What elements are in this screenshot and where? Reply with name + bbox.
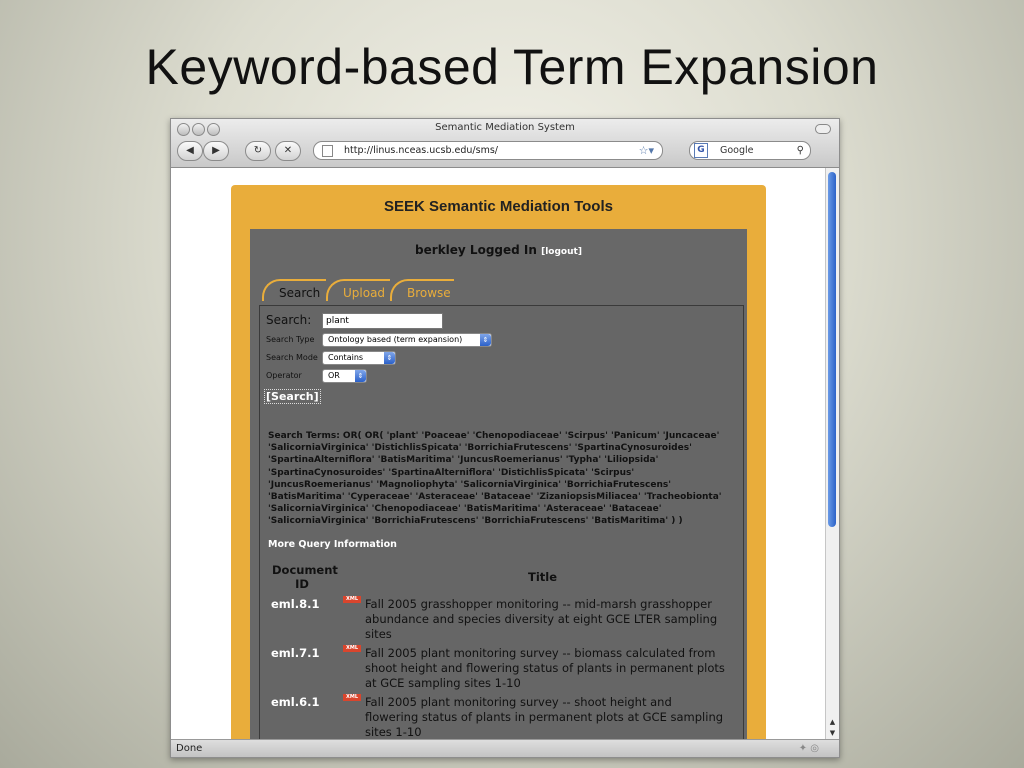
tab-bar	[262, 279, 482, 304]
back-arrow-icon: ◀	[186, 145, 194, 156]
search-mode-select[interactable]	[322, 351, 396, 365]
url-bar[interactable]	[313, 141, 663, 160]
search-button[interactable]: [Search]	[266, 390, 319, 403]
toolbar-toggle-button[interactable]	[815, 124, 831, 134]
search-input[interactable]: plant	[322, 313, 443, 329]
tab-upload[interactable]	[326, 279, 390, 302]
tab-browse-label: Browse	[407, 286, 451, 300]
result-title-link[interactable]: Fall 2005 plant monitoring survey -- shoot height and flowering status of plants in permanent plots at GCE sampling sites 1-10	[365, 695, 724, 739]
google-icon[interactable]: G	[694, 143, 708, 158]
status-text: Done	[176, 743, 203, 754]
search-mode-label: Search Mode	[266, 353, 318, 362]
scroll-up-arrow-icon[interactable]: ▲	[829, 718, 836, 726]
select-arrows-icon: ⇕	[355, 370, 366, 382]
forward-arrow-icon: ▶	[212, 145, 220, 156]
search-label: Search:	[266, 313, 312, 327]
operator-label: Operator	[266, 371, 302, 380]
magnifier-icon[interactable]: ⚲	[796, 145, 804, 156]
xml-badge-icon[interactable]: XML	[343, 694, 361, 701]
search-type-label: Search Type	[266, 335, 315, 344]
forward-button[interactable]	[203, 141, 229, 161]
scroll-thumb[interactable]	[828, 172, 836, 527]
search-terms-text: Search Terms: OR( OR( 'plant' 'Poaceae' 'Chenopodiaceae' 'Scirpus' 'Panicum' 'Juncaceae' 'SalicorniaVirginica' 'DistichlisSpicata' 'BorrichiaFrutescens' 'SpartinaCynosuroides' 'SpartinaAlterniflora' 'BatisMaritima' 'JuncusRoemerianus' 'Typha' 'Liliopsida' 'SpartinaCynosuroides' 'SpartinaAlterniflora' 'DistichlisSpicata' 'Scirpus' 'JuncusRoemerianus' 'Magnoliophyta' 'SalicorniaVirginica' 'BorrichiaFrutescens' 'BatisMaritima' 'Cyperaceae' 'Asteraceae' 'Bataceae' 'ZizaniopsisMiliacea' 'Tracheobionta' 'SalicorniaVirginica' 'Chenopodiaceae' 'BatisMaritima' 'Asteraceae' 'Bataceae' 'SalicorniaVirginica' 'BorrichiaFrutescens' 'BorrichiaFrutescens' 'BatisMaritima' ) )	[268, 431, 722, 527]
select-arrows-icon: ⇕	[480, 334, 491, 346]
doc-id-link[interactable]: eml.7.1	[271, 646, 320, 660]
search-panel	[259, 305, 744, 740]
page-icon	[322, 145, 333, 157]
stop-button[interactable]	[275, 141, 301, 161]
operator-value: OR	[328, 371, 340, 380]
scroll-down-arrow-icon[interactable]: ▼	[829, 729, 836, 737]
sms-page	[231, 185, 766, 740]
status-bar	[171, 739, 839, 757]
url-text: http://linus.nceas.ucsb.edu/sms/	[344, 145, 498, 156]
search-mode-value: Contains	[328, 353, 364, 362]
page-title: SEEK Semantic Mediation Tools	[384, 198, 613, 215]
browser-toolbar	[171, 119, 839, 168]
more-query-info-link[interactable]: More Query Information	[268, 539, 397, 550]
doc-id-link[interactable]: eml.6.1	[271, 695, 320, 709]
login-status	[250, 243, 747, 257]
tab-search[interactable]	[262, 279, 326, 302]
browser-search-field[interactable]	[689, 141, 811, 160]
window-title: Semantic Mediation System	[435, 122, 575, 133]
back-button[interactable]	[177, 141, 203, 161]
search-type-select[interactable]	[322, 333, 492, 347]
title-column-header: Title	[528, 570, 558, 584]
tab-search-label: Search	[279, 286, 321, 300]
tab-upload-label: Upload	[343, 286, 386, 300]
slide-title: Keyword-based Term Expansion	[145, 39, 879, 95]
result-title-link[interactable]: Fall 2005 grasshopper monitoring -- mid-marsh grasshopper abundance and species diversity at eight GCE LTER sampling sites	[365, 597, 718, 641]
login-text: berkley Logged In	[415, 243, 537, 257]
browser-search-placeholder: Google	[720, 145, 754, 156]
status-addon-icon[interactable]: ✦ ◎	[798, 743, 819, 754]
reload-icon: ↻	[253, 145, 263, 156]
page-viewport	[171, 168, 825, 740]
xml-badge-icon[interactable]: XML	[343, 596, 361, 603]
vertical-scrollbar[interactable]	[825, 168, 839, 740]
bookmark-star-icon[interactable]: ☆▾	[638, 144, 654, 157]
tab-browse[interactable]	[390, 279, 454, 302]
doc-id-link[interactable]: eml.8.1	[271, 597, 320, 611]
stop-icon: ✕	[283, 145, 293, 156]
xml-badge-icon[interactable]: XML	[343, 645, 361, 652]
search-type-value: Ontology based (term expansion)	[328, 335, 463, 344]
operator-select[interactable]	[322, 369, 367, 383]
doc-id-column-header: Document ID	[272, 563, 338, 591]
result-title-link[interactable]: Fall 2005 plant monitoring survey -- biomass calculated from shoot height and flowering status of plants in permanent plots at GCE sampling sites 1-10	[365, 646, 725, 690]
select-arrows-icon: ⇕	[384, 352, 395, 364]
logout-link[interactable]: [logout]	[541, 247, 582, 257]
reload-button[interactable]	[245, 141, 271, 161]
content-panel	[250, 229, 747, 740]
browser-window	[170, 118, 840, 758]
